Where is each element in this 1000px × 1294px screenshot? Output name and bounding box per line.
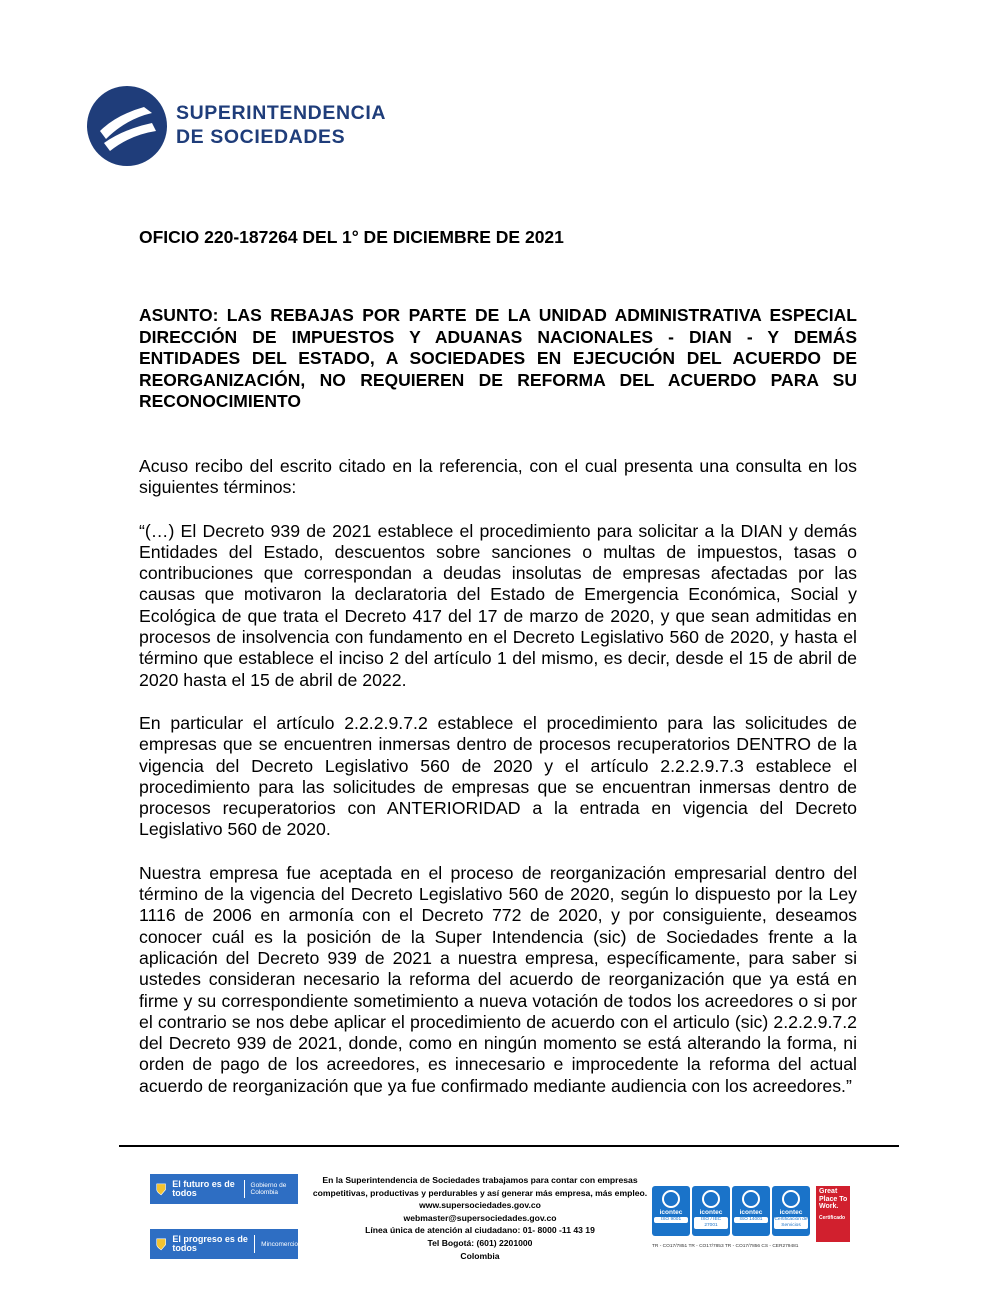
badge-main-text: El futuro es de todos [172,1180,244,1198]
icontec-seal: icontec Certificación de Servicios [772,1186,810,1236]
icontec-icon [662,1190,680,1208]
icontec-icon [702,1190,720,1208]
coat-of-arms-icon [156,1181,166,1197]
footer-email[interactable]: webmaster@supersociedades.gov.co [403,1212,557,1223]
icontec-seal: icontec ISO 14001 [732,1186,770,1236]
coat-of-arms-icon [156,1236,166,1252]
badge-main-text: El progreso es de todos [172,1235,255,1253]
icontec-icon [782,1190,800,1208]
footer-divider [119,1145,899,1147]
paragraph: “(…) El Decreto 939 de 2021 establece el procedimiento para solicitar a la DIAN y demás Entidades del Estado, descuentos sobre sanciones o multas de impuestos, tasas o contribuciones que correspondan a deudas insolutas de empresas afectadas por las causas que motivaron la declaratoria del Estado de Emergencia Económica, Social y Ecológica de que trata el Decreto 417 del 17 de marzo de 2020, y que sean admitidas en procesos de insolvencia con fundamento en el Decreto Legislativo 560 de 2020, y hasta el término que establece el inciso 2 del artículo 1 del mismo, es decir, desde el 15 de abril de 2020 hasta el 15 de abril de 2022. [139,520,857,690]
document-body [139,456,857,1119]
logo-emblem-icon [86,85,168,167]
gptw-cert: Certificado [819,1214,846,1221]
footer-line: Colombia [460,1250,500,1261]
footer-line: Línea única de atención al ciudadano: 01- 8000 -11 43 19 [365,1225,595,1236]
document-reference: OFICIO 220-187264 DEL 1° DE DICIEMBRE DE 2021 [139,227,564,247]
footer-line: En la Superintendencia de Sociedades trabajamos para contar con empresas [322,1175,638,1185]
paragraph: Acuso recibo del escrito citado en la referencia, con el cual presenta una consulta en los siguientes términos: [139,456,857,498]
badge-sub-text: Gobierno de Colombia [250,1182,287,1196]
certification-codes: TR - CO17/7851 TR - CO17/7853 TR - CO17/7856 CS - CER279481 [652,1244,799,1249]
badge-sub-text: Mincomercio [261,1240,298,1248]
superintendencia-logo [86,85,416,167]
footer-contact-info [310,1174,650,1262]
paragraph: Nuestra empresa fue aceptada en el proceso de reorganización empresarial dentro del término de la vigencia del Decreto Legislativo 560 de 2020, según lo dispuesto por la Ley 1116 de 2006 en armonía con el Decreto 772 de 2020, y por consiguiente, deseamos conocer cuál es la posición de la Super Intendencia (sic) de Sociedades frente a la aplicación del Decreto 939 de 2021 a nuestra empresa, específicamente, para saber si ustedes consideran necesario la reforma del acuerdo de reorganización que ya está en firme y su correspondiente sometimiento a nueva votación de todos los acreedores o si por el contrario se nos debe aplicar el procedimiento de acuerdo con el articulo (sic) 2.2.2.9.7.2 del Decreto 939 de 2021, donde, como en ningún momento se está alterando la forma, ni orden de pago de los acreedores, es innecesario e improcedente la reforma del actual acuerdo de reorganización que ya fue confirmado mediante audiencia con los acreedores.” [139,862,857,1096]
footer-website[interactable]: www.supersociedades.gov.co [419,1200,541,1211]
mincomercio-badge [150,1229,298,1259]
footer-line: competitivas, productivas y perdurables y así generar más empresa, más empleo. [312,1187,648,1198]
paragraph: En particular el artículo 2.2.2.9.7.2 establece el procedimiento para las solicitudes de empresas que se encuentren inmersas dentro de procesos recuperatorios DENTRO de la vigencia del Decreto Legislativo 560 de 2020 y el artículo 2.2.2.9.7.3 establece el procedimiento para las solicitudes de empresas que se encuentran inmersas dentro de procesos recuperatorios con ANTERIORIDAD a la entrada en vigencia del Decreto Legislativo 560 de 2020. [139,712,857,840]
gobierno-badge [150,1174,298,1204]
icontec-icon [742,1190,760,1208]
logo-line-1: SUPERINTENDENCIA [176,102,387,124]
logo-line-2: DE SOCIEDADES [176,126,346,148]
icontec-seal: icontec ISO 9001 [652,1186,690,1236]
gptw-text: Great Place To Work. [819,1188,848,1210]
icontec-seal: icontec ISO / IEC 27001 [692,1186,730,1236]
footer-line: Tel Bogotá: (601) 2201000 [427,1237,533,1248]
great-place-to-work-seal [816,1186,850,1242]
document-subject: ASUNTO: LAS REBAJAS POR PARTE DE LA UNIDAD ADMINISTRATIVA ESPECIAL DIRECCIÓN DE IMPUESTOS Y ADUANAS NACIONALES - DIAN - Y DEMÁS ENTIDADES DEL ESTADO, A SOCIEDADES EN EJECUCIÓN DEL ACUERDO DE REORGANIZACIÓN, NO REQUIEREN DE REFORMA DEL ACUERDO PARA SU RECONOCIMIENTO [139,305,857,412]
